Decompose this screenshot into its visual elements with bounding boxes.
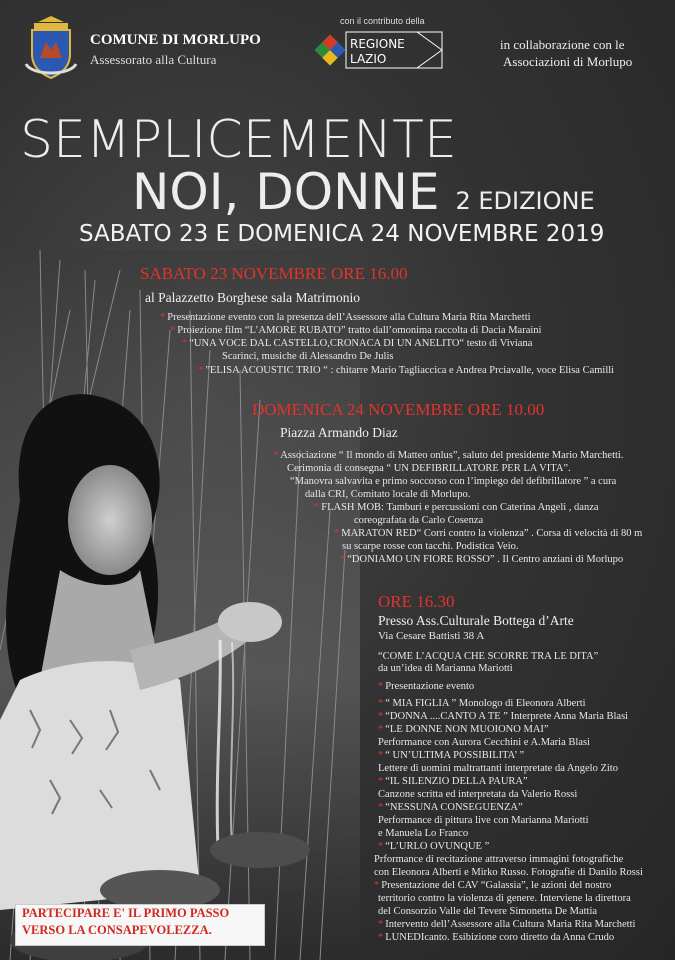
afternoon-line: “COME L’ACQUA CHE SCORRE TRA LE DITA”: [378, 651, 599, 662]
regione-lazio-logo: [312, 30, 447, 70]
afternoon-heading: ORE 16.30: [378, 592, 455, 611]
afternoon-line: * Intervento dell’Assessore alla Cultura Maria Rita Marchetti: [378, 919, 636, 930]
afternoon-venue: Presso Ass.Culturale Bottega d’Arte: [378, 613, 574, 628]
sunday-venue: Piazza Armando Diaz: [280, 425, 398, 440]
sunday-line: * “DONIAMO UN FIORE ROSSO” . Il Centro anziani di Morlupo: [340, 554, 624, 565]
sunday-line: su scarpe rosse con tacchi. Podistica Veio.: [342, 541, 519, 552]
afternoon-line: Performance di pittura live con Marianna Mariotti: [378, 815, 589, 826]
collab-line1: in collaborazione con le: [500, 37, 625, 52]
slogan-box: [15, 904, 265, 946]
edition-label: 2 EDIZIONE: [455, 187, 595, 215]
saturday-venue: al Palazzetto Borghese sala Matrimonio: [145, 290, 360, 305]
afternoon-line: e Manuela Lo Franco: [378, 828, 469, 839]
afternoon-address: Via Cesare Battisti 38 A: [378, 630, 485, 642]
saturday-line: * Presentazione evento con la presenza dell’Assessore alla Cultura Maria Rita Marchetti: [160, 312, 531, 323]
afternoon-line: territorio contro la violenza di genere. Interviene la direttora: [378, 893, 631, 904]
sunday-line: coreografata da Carlo Cosenza: [354, 515, 484, 526]
afternoon-line: * “ MIA FIGLIA ” Monologo di Eleonora Alberti: [378, 698, 586, 709]
event-dates: SABATO 23 E DOMENICA 24 NOVEMBRE 2019: [79, 221, 605, 247]
afternoon-line: * “L’URLO OVUNQUE ”: [378, 841, 490, 852]
afternoon-line: del Consorzio Valle del Tevere Simonetta De Mattia: [378, 906, 598, 917]
sunday-line: * Associazione “ Il mondo di Matteo onlus”, saluto del presidente Mario Marchetti.: [273, 450, 624, 461]
saturday-heading: SABATO 23 NOVEMBRE ORE 16.00: [140, 264, 408, 283]
sunday-line: * FLASH MOB: Tamburi e percussioni con Caterina Angeli , danza: [314, 502, 599, 513]
saturday-line: * ”ELISA ACOUSTIC TRIO “ : chitarre Mario Tagliaccica e Andrea Prciavalle, voce Elisa Camilli: [198, 365, 615, 376]
regione-line2: LAZIO: [350, 52, 387, 66]
afternoon-line: * “NESSUNA CONSEGUENZA”: [378, 802, 523, 813]
afternoon-line: Lettere di uomini maltrattanti interpretate da Angelo Zito: [378, 763, 618, 774]
comune-name: COMUNE DI MORLUPO: [90, 32, 261, 48]
comune-subtitle: Assessorato alla Cultura: [90, 52, 217, 67]
main-title-line2: [132, 164, 595, 229]
afternoon-line: * Presentazione evento: [378, 681, 475, 692]
afternoon-line: con Eleonora Alberti e Mirko Russo. Fotografie di Danilo Rossi: [374, 867, 643, 878]
sunday-heading: DOMENICA 24 NOVEMBRE ORE 10.00: [252, 400, 545, 419]
afternoon-line: Performance con Aurora Cecchini e A.Maria Blasi: [378, 737, 590, 748]
afternoon-line: Canzone scritta ed interpretata da Valerio Rossi: [378, 789, 578, 800]
afternoon-line: da un’idea di Marianna Mariotti: [378, 663, 513, 674]
collab-line2: Associazioni di Morlupo: [503, 54, 633, 69]
slogan-line1: PARTECIPARE E' IL PRIMO PASSO: [22, 906, 230, 920]
afternoon-line: * Presentazione del CAV “Galassia”, le azioni del nostro: [374, 880, 612, 891]
afternoon-line: * “IL SILENZIO DELLA PAURA”: [378, 776, 528, 787]
saturday-line: * Proiezione film “L’AMORE RUBATO” tratto dall’omonima raccolta di Dacia Maraini: [170, 325, 542, 336]
sunday-line: dalla CRI, Comitato locale di Morlupo.: [305, 489, 471, 500]
saturday-line: * “UNA VOCE DAL CASTELLO,CRONACA DI UN ANELITO“ testo di Viviana: [182, 338, 533, 349]
saturday-line: Scarinci, musiche di Alessandro De Julis: [222, 351, 394, 362]
afternoon-line: * “LE DONNE NON MUOIONO MAI”: [378, 724, 549, 735]
contributo-label: con il contributo della: [340, 16, 425, 26]
morlupo-crest-logo: [20, 14, 82, 82]
sunday-line: “Manovra salvavita e primo soccorso con l’impiego del defibrillatore ” a cura: [290, 476, 617, 487]
afternoon-line: * “ UN’ULTIMA POSSIBILITA’ ”: [378, 750, 525, 761]
main-title-line1: SEMPLICEMENTE: [20, 110, 457, 170]
afternoon-line: * LUNEDIcanto. Esibizione coro diretto da Anna Crudo: [378, 932, 615, 943]
afternoon-line: Prformance di recitazione attraverso immagini fotografiche: [374, 854, 624, 865]
sunday-line: * MARATON RED“ Corri contro la violenza” . Corsa di velocità di 80 m: [334, 528, 643, 539]
slogan-line2: VERSO LA CONSAPEVOLEZZA.: [22, 923, 212, 937]
sunday-line: Cerimonia di consegna “ UN DEFIBRILLATORE PER LA VITA”.: [287, 463, 571, 474]
regione-line1: REGIONE: [350, 37, 405, 51]
afternoon-line: * “DONNA ....CANTO A TE ” Interprete Anna Maria Blasi: [378, 711, 629, 722]
title-noi-donne: NOI, DONNE: [132, 163, 440, 221]
